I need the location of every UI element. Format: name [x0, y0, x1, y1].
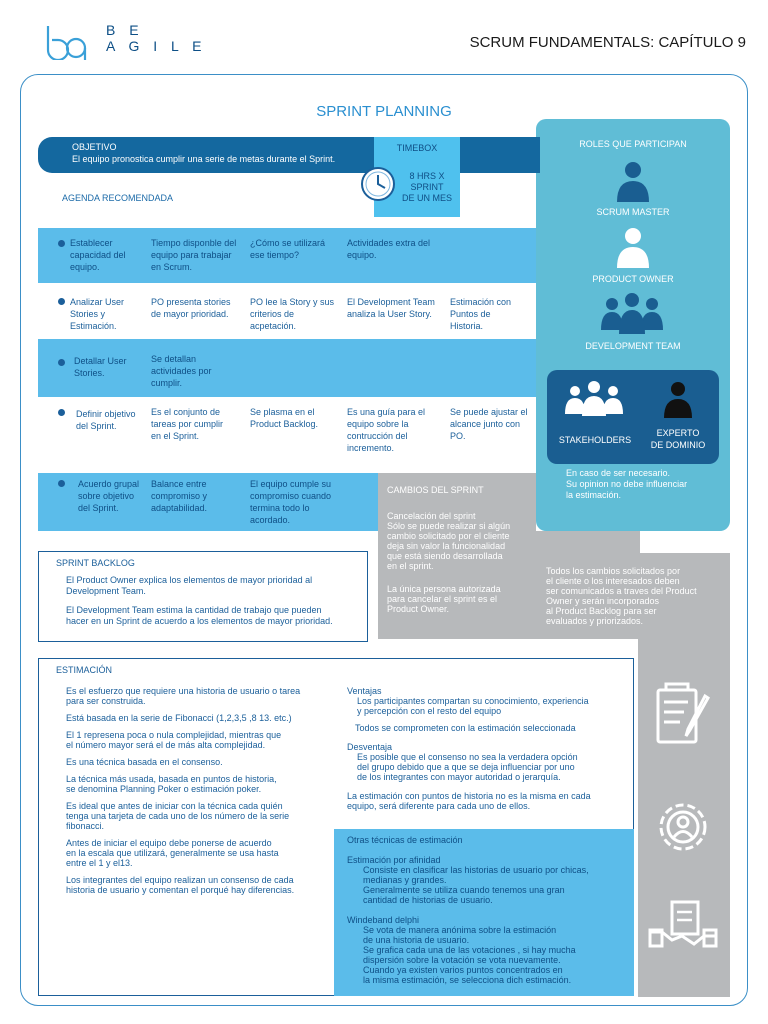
domain-expert-person-icon [662, 380, 694, 418]
agenda-cell: PO lee la Story y sus criterios de acpetación. [250, 297, 335, 331]
delphi-line: Se vota de manera anónima sobre la estimación [363, 925, 557, 935]
disadvantage-line: de los integrantes con mayor autoridad o jerarquía. [357, 772, 561, 782]
objective-band-right [460, 137, 540, 173]
estimation-paragraph [66, 875, 336, 895]
development-team-people-icon [600, 292, 664, 334]
agenda-cell: El equipo cumple su compromiso cuando termina todo lo acordado. [250, 479, 332, 525]
delphi-line: Cuando ya existen varios puntos concentrados en [363, 965, 563, 975]
backlog-p2-line-1: El Development Team estima la cantidad de trabajo que pueden [66, 605, 322, 615]
estimation-line: se denomina Planning Poker o estimación poker. [66, 784, 262, 794]
agenda-cell: Acuerdo grupal sobre objetivo del Sprint. [78, 479, 140, 513]
agenda-bullet [58, 240, 65, 247]
estimation-line: historia de usuario y comentan el porqué hay diferencias. [66, 885, 295, 895]
delphi-line: dispersión sobre la votación se vota nuevamente. [363, 955, 561, 965]
agenda-bullet [58, 480, 65, 487]
handshake-document-icon [648, 896, 718, 966]
roles-note-line-2: Su opinion no debe influenciar [566, 479, 688, 489]
estimation-paragraph [66, 686, 336, 706]
affinity-line: Generalmente se utiliza cuando tenemos una gran [363, 885, 565, 895]
document-pen-icon [648, 680, 718, 750]
agenda-bullet [58, 359, 65, 366]
stakeholders-people-icon [564, 380, 624, 416]
clock-icon [360, 166, 396, 202]
estimation-line: fibonacci. [66, 821, 105, 831]
estimation-line: Los integrantes del equipo realizan un consenso de cada [66, 875, 294, 885]
advantages-line: y percepción con el resto del equipo [357, 706, 502, 716]
domain-expert-label [640, 427, 716, 451]
story-points-line: equipo, será diferente para cada uno de ellos. [347, 801, 531, 811]
logo-line-1: B E [106, 22, 144, 38]
backlog-paragraph-1 [66, 575, 312, 597]
timebox-value-line-3: DE UN MES [401, 193, 452, 203]
objective-label: OBJETIVO [72, 142, 117, 152]
agenda-row-5 [38, 473, 378, 531]
agenda-cell: PO presenta stories de mayor prioridad. [151, 297, 231, 319]
process-line-1: Todos los cambios solicitados por [546, 566, 681, 576]
agenda-cell: Se detallan actividades por cumplir. [151, 354, 212, 388]
product-owner-label: PRODUCT OWNER [592, 274, 674, 284]
agenda-row-3 [38, 339, 536, 397]
agenda-cell: Actividades extra del equipo. [347, 238, 431, 260]
scrum-master-label: SCRUM MASTER [596, 207, 670, 217]
agenda-cell: Estimación con Puntos de Historia. [450, 297, 512, 331]
affinity-line: Consiste en clasificar las historias de usuario por chicas, [363, 865, 589, 875]
process-line-5: al Product Backlog para ser [546, 606, 657, 616]
estimation-paragraph [66, 730, 336, 750]
disadvantage-label: Desventaja [347, 742, 393, 752]
agenda-row-4 [38, 397, 536, 467]
page-title: SPRINT PLANNING [316, 103, 452, 120]
document-title: SCRUM FUNDAMENTALS: CAPÍTULO 9 [469, 34, 746, 51]
estimation-line: para ser construida. [66, 696, 146, 706]
estimation-paragraph [66, 713, 336, 723]
agenda-cell: Analizar User Stories y Estimación. [70, 297, 125, 331]
estimation-paragraph [66, 838, 336, 868]
process-line-4: Owner y serán incorporados [546, 596, 660, 606]
roles-note-line-3: la estimación. [566, 490, 622, 500]
stakeholders-label: STAKEHOLDERS [558, 435, 632, 445]
authority-line-2: para cancelar el sprint es el [387, 594, 498, 604]
agenda-bullet [58, 409, 65, 416]
objective-text: El equipo pronostica cumplir una serie de metas durante el Sprint. [72, 154, 336, 164]
backlog-p1-line-2: Development Team. [66, 586, 146, 596]
estimation-left-column [66, 686, 336, 895]
other-techniques-content [347, 835, 631, 985]
cancel-line-5: que está siendo desarrollada [387, 551, 503, 561]
backlog-p1-line-1: El Product Owner explica los elementos de mayor prioridad al [66, 575, 313, 585]
agenda-cell: Es el conjunto de tareas por cumplir en el Sprint. [151, 407, 224, 441]
timebox-value-line-2: SPRINT [410, 182, 444, 192]
agenda-bullet [58, 298, 65, 305]
affinity-line: cantidad de historias de usuario. [363, 895, 493, 905]
estimation-line: en la escala que utilizará, generalmente se usa hasta [66, 848, 279, 858]
estimation-title: ESTIMACIÓN [56, 665, 113, 675]
cancel-line-6: en el sprint. [387, 561, 434, 571]
estimation-line: El 1 represena poca o nula complejidad, mientras que [66, 730, 282, 740]
agenda-cell: Balance entre compromiso y adaptabilidad. [151, 479, 208, 513]
cancel-line-1: Cancelación del sprint [387, 511, 476, 521]
process-line-6: evaluados y priorizados. [546, 616, 644, 626]
advantages-line: Todos se comprometen con la estimación seleccionada [355, 723, 576, 733]
estimation-line: entre el 1 y el13. [66, 858, 133, 868]
backlog-p2-line-2: hacer en un Sprint de acuerdo a los elementos de mayor prioridad. [66, 616, 333, 626]
cancel-line-3: cambio solicitado por el cliente [387, 531, 510, 541]
gear-person-icon [648, 792, 718, 862]
estimation-line: tenga una tarjeta de cada uno de los número de la serie [66, 811, 290, 821]
estimation-paragraph [66, 757, 336, 767]
estimation-paragraph [66, 774, 336, 794]
domain-expert-line-1: EXPERTO [656, 428, 700, 438]
agenda-cell: El Development Team analiza la User Story. [347, 297, 435, 319]
logo-line-2: A G I L E [106, 38, 207, 54]
authority-line-3: Product Owner. [387, 604, 450, 614]
agenda-cell: Se plasma en el Product Backlog. [250, 407, 319, 429]
agenda-cell: ¿Cómo se utilizará ese tiempo? [250, 238, 326, 260]
domain-expert-line-2: DE DOMINIO [650, 440, 706, 450]
other-techniques-title: Otras técnicas de estimación [347, 835, 463, 845]
roles-note [566, 468, 687, 501]
advantages-line: Los participantes compartan su conocimiento, experiencia [357, 696, 589, 706]
agenda-cell: Detallar User Stories. [74, 356, 127, 378]
be-agile-logo-icon [44, 24, 96, 60]
sprint-changes-process-text [546, 566, 697, 626]
sprint-changes-title: CAMBIOS DEL SPRINT [387, 485, 484, 495]
timebox-value-line-1: 8 HRS X [409, 171, 445, 181]
delphi-line: de una historia de usuario. [363, 935, 470, 945]
advantages-label: Ventajas [347, 686, 382, 696]
delphi-line: la misma estimación, se selecciona dich estimación. [363, 975, 572, 985]
estimation-line: Está basada en la serie de Fibonacci (1,2,3,5 ,8 13. etc.) [66, 713, 292, 723]
disadvantage-line: del grupo debido que a que se deja influenciar por uno [357, 762, 575, 772]
agenda-row-1 [38, 228, 536, 283]
logo-text [106, 22, 207, 54]
agenda-label: AGENDA RECOMENDADA [62, 193, 174, 203]
process-line-2: el cliente o los interesados deben [546, 576, 680, 586]
agenda-cell: Es una guía para el equipo sobre la contrucción del incremento. [347, 407, 426, 453]
story-points-line: La estimación con puntos de historia no es la misma en cada [347, 791, 591, 801]
agenda-cell: Tiempo disponble del equipo para trabajar en Scrum. [151, 238, 237, 272]
cancel-line-4: deja sin valor la funcionalidad [387, 541, 506, 551]
agenda-cell: Definir objetivo del Sprint. [76, 409, 136, 431]
agenda-cell: Se puede ajustar el alcance junto con PO. [450, 407, 528, 441]
estimation-line: el número mayor será el de más alta complejidad. [66, 740, 266, 750]
sprint-cancel-text [387, 511, 510, 571]
cancel-line-2: Sólo se puede realizar si algún [387, 521, 511, 531]
delphi-label: Windeband delphi [347, 915, 420, 925]
sprint-cancel-authority-text [387, 584, 501, 614]
roles-title: ROLES QUE PARTICIPAN [579, 139, 687, 149]
authority-line-1: La única persona autorizada [387, 584, 501, 594]
backlog-paragraph-2 [66, 605, 333, 627]
estimation-paragraph [66, 801, 336, 831]
estimation-line: Es ideal que antes de iniciar con la técnica cada quién [66, 801, 283, 811]
agenda-cell: Establecer capacidad del equipo. [70, 238, 126, 272]
roles-note-line-1: En caso de ser necesario. [566, 468, 671, 478]
scrum-master-person-icon [614, 160, 652, 202]
sprint-backlog-title: SPRINT BACKLOG [56, 558, 135, 568]
process-line-3: ser comunicados a traves del Product [546, 586, 697, 596]
affinity-line: medianas y grandes. [363, 875, 447, 885]
delphi-line: Se grafica cada una de las votaciones , si hay mucha [363, 945, 576, 955]
estimation-line: La técnica más usada, basada en puntos de historia, [66, 774, 277, 784]
development-team-label: DEVELOPMENT TEAM [585, 341, 681, 351]
disadvantage-line: Es posible que el consenso no sea la verdadera opción [357, 752, 578, 762]
estimation-line: Es una técnica basada en el consenso. [66, 757, 223, 767]
affinity-label: Estimación por afinidad [347, 855, 441, 865]
timebox-label: TIMEBOX [396, 143, 438, 153]
objective-band [38, 137, 382, 173]
estimation-line: Antes de iniciar el equipo debe ponerse de acuerdo [66, 838, 272, 848]
estimation-right-column [347, 686, 627, 811]
estimation-line: Es el esfuerzo que requiere una historia de usuario o tarea [66, 686, 301, 696]
product-owner-person-icon [614, 226, 652, 268]
agenda-row-2 [38, 283, 536, 339]
